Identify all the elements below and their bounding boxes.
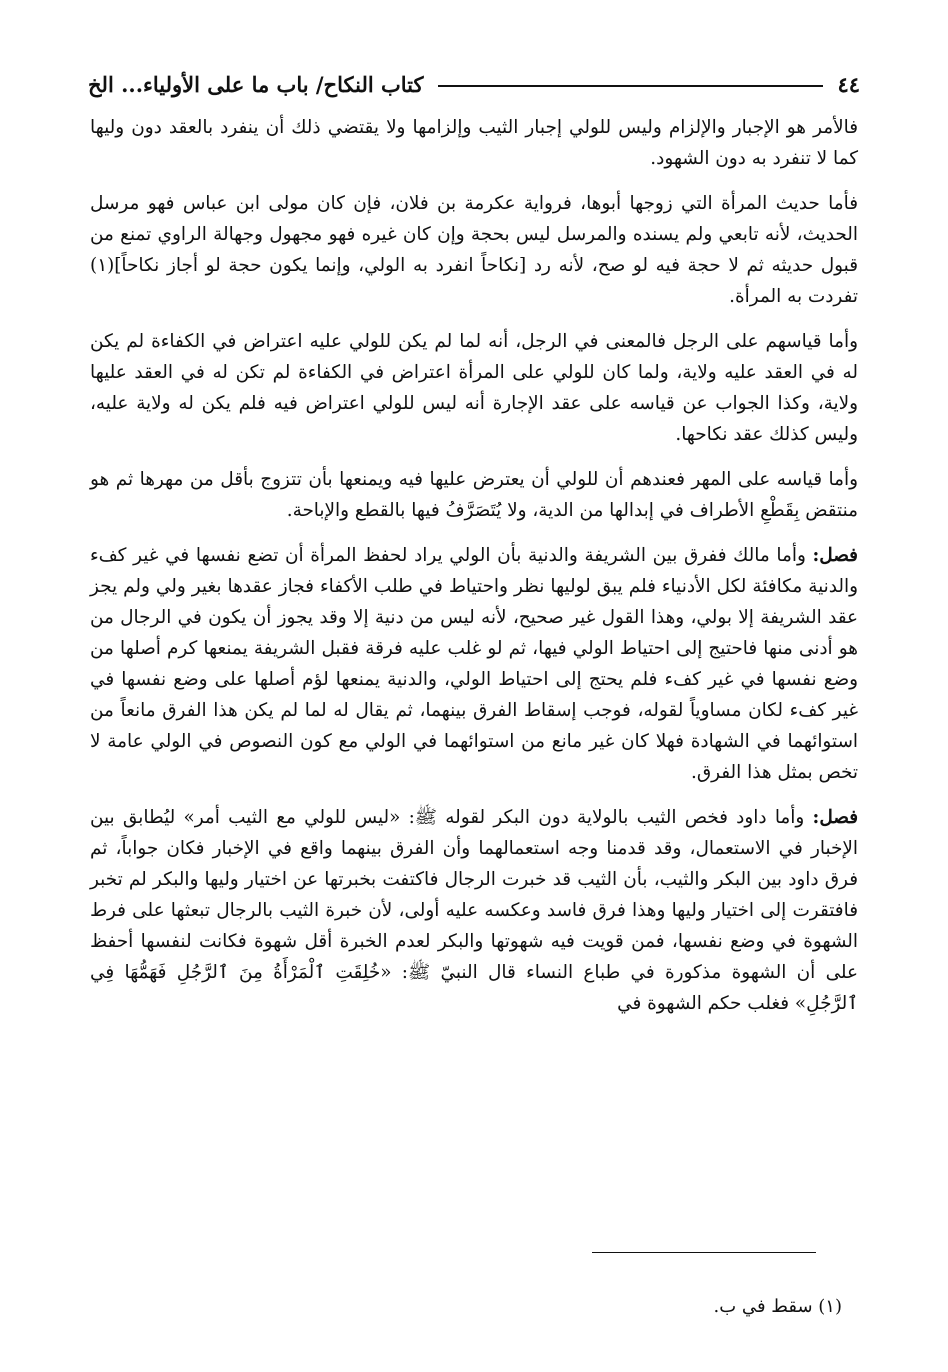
paragraph (90, 112, 858, 174)
header-rule (438, 85, 824, 87)
paragraph-text: وأما قياسه على المهر فعندهم أن للولي أن يعترض عليها فيه ويمنعها بأن تتزوج بأقل من مهرها ثم هو منتقض بِقَطْعِ الأطراف في إبدالها من الدية، ولا يُتَصَرَّفُ فيها بالقطع والإباحة. (90, 469, 858, 521)
paragraph (90, 326, 858, 450)
paragraph-text: وأما قياسهم على الرجل فالمعنى في الرجل، أنه لما لم يكن للولي عليه اعتراض في الكفاءة لم يكن له في العقد عليه ولاية، ولما كان للولي على المرأة اعتراض في الكفاءة لم تكن له في العقد عليها ولاية، وكذا الجواب عن قياسه على عقد الإجارة أنه ليس للولي اعتراض فيه فلم يكن له ولاية عليه، وليس كذلك عقد نكاحها. (90, 331, 858, 445)
page-number: ٤٤ (837, 71, 860, 97)
paragraph-text: فالأمر هو الإجبار والإلزام وليس للولي إجبار الثيب وإلزامها ولا يقتضي ذلك أن ينفرد بالعقد دون وليها كما لا تنفرد به دون الشهود. (90, 117, 858, 169)
paragraph (90, 540, 858, 788)
paragraph (90, 802, 858, 1019)
paragraph-text: وأما مالك ففرق بين الشريفة والدنية بأن الولي يراد لحفظ المرأة أن تضع نفسها في غير كفء والدنية مكافئة لكل الأدنياء فلم يبق لوليها نظر واحتياط في طلب الأكفاء فجاز عقدها بغير ولي ولم يجز عقد الشريفة إلا بولي، وهذا القول غير صحيح، لأنه ليس من دنية إلا وقد يجوز أن يكون في الرجال من هو أدنى منها فاحتيج إلى احتياط الولي فيها، ثم لو غلب عليه فرقة فقبل الشريفة يمنعها كرم أصلها من وضع نفسها في غير كفء فلم يحتج إلى احتياط الولي، والدنية يمنعها لؤم أصلها على وضع نفسها في غير كفء لكان مساوياً لقوله، فوجب إسقاط الفرق بينهما، ثم يقال له لما لم يكن هذا الفرق مانعاً من استوائهما في الشهادة فهلا كان غير مانع من استوائهما في الولي مع كون النصوص في الولي عامة لا تخص بمثل هذا الفرق. (90, 545, 858, 783)
page-header (88, 64, 860, 104)
paragraph-text: وأما داود فخص الثيب بالولاية دون البكر لقوله ﷺ: «ليس للولي مع الثيب أمر» ليُطابق بين الإخبار في الاستعمال، وقد قدمنا وجه استعمالهما وأن الفرق بينهما واقع في الإخبار فكان جواباً، ثم فرق داود بين البكر والثيب، بأن الثيب قد خبرت الرجال فاكتفت بخبرتها عن اختيار وليها والبكر لم تخبر فافتقرت إلى اختيار وليها وهذا فرق فاسد وعكسه عليه أولى، لأن خبرة الثيب بالرجال تبعثها على فرط الشهوة في وضع نفسها، فمن قويت فيه شهوتها والبكر لعدم الخبرة أقل شهوة فكانت لنفسها أحفظ على أن الشهوة مذكورة في طباع النساء قال النبيّ ﷺ: «خُلِقَتِ ٱلْمَرْأَةُ مِنَ ٱلرَّجُلِ فَهَمُّهَا فِي ٱلرَّجُلِ» فغلب حكم الشهوة في (90, 807, 858, 1014)
section-lead: فصل: (812, 545, 858, 566)
footnote: (١) سقط في ب. (713, 1296, 842, 1317)
section-lead: فصل: (812, 807, 858, 828)
paragraph (90, 464, 858, 526)
page-body (90, 112, 858, 1033)
paragraph (90, 188, 858, 312)
footnote-rule (592, 1252, 816, 1253)
running-title: كتاب النكاح/ باب ما على الأولياء... الخ (88, 71, 424, 97)
paragraph-text: فأما حديث المرأة التي زوجها أبوها، فرواية عكرمة بن فلان، فإن كان مولى ابن عباس فهو مرسل الحديث، لأنه تابعي ولم يسنده والمرسل ليس بحجة وإن كان غيره فهو مجهول وجهالة الراوي تمنع من قبول حديثه ثم لا حجة فيه لو صح، لأنه رد [نكاحاً انفرد به الولي، وإنما يكون حجة لو أجاز نكاحاً](١) تفردت به المرأة. (90, 193, 858, 307)
